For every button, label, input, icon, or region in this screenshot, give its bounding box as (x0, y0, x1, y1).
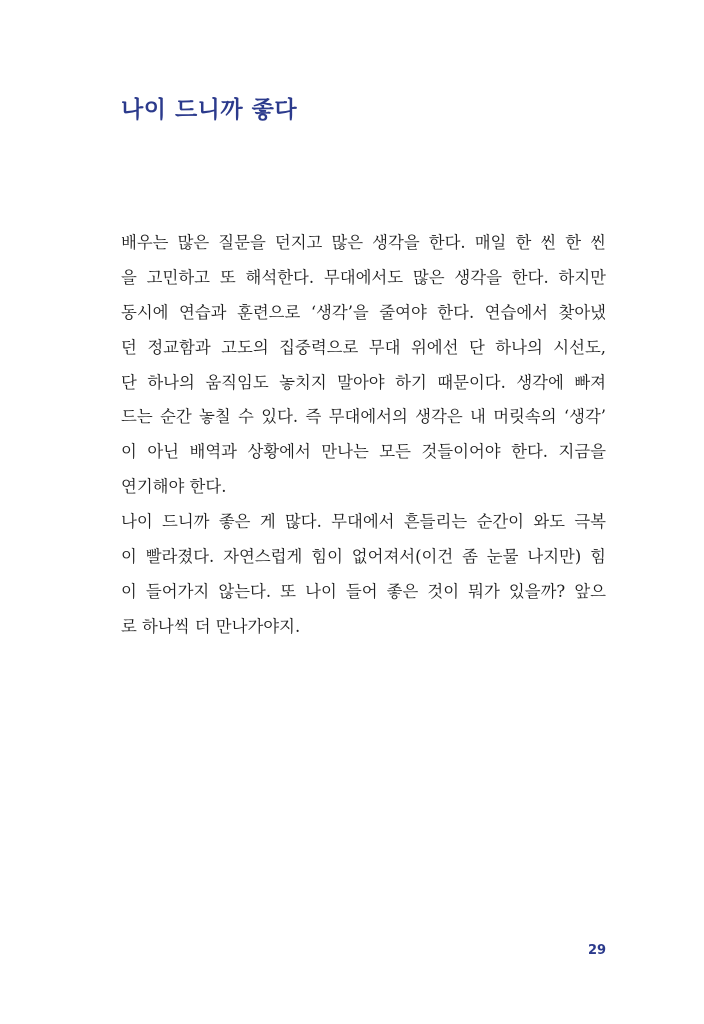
text-line: 던 정교함과 고도의 집중력으로 무대 위에선 단 하나의 시선도, (121, 337, 606, 357)
text-line: 이 빨라졌다. 자연스럽게 힘이 없어져서(이건 좀 눈물 나지만) 힘 (121, 547, 606, 567)
text-line: 단 하나의 움직임도 놓치지 말아야 하기 때문이다. 생각에 빠져 (121, 372, 606, 392)
text-line: 나이 드니까 좋은 게 많다. 무대에서 흔들리는 순간이 와도 극복 (121, 512, 606, 532)
page-number: 29 (588, 943, 607, 958)
text-line: 배우는 많은 질문을 던지고 많은 생각을 한다. 매일 한 씬 한 씬 (121, 233, 606, 252)
page-title: 나이 드니까 좋다 (121, 97, 298, 123)
text-line: 동시에 연습과 훈련으로 ‘생각’을 줄여야 한다. 연습에서 찾아냈 (121, 302, 606, 322)
text-line: 이 아닌 배역과 상황에서 만나는 모든 것들이어야 한다. 지금을 (121, 442, 606, 462)
body-text (121, 226, 606, 645)
text-line: 을 고민하고 또 해석한다. 무대에서도 많은 생각을 한다. 하지만 (121, 267, 606, 287)
text-line: 연기해야 한다. (121, 477, 227, 497)
text-line: 드는 순간 놓칠 수 있다. 즉 무대에서의 생각은 내 머릿속의 ‘생각’ (121, 407, 606, 427)
text-line: 로 하나씩 더 만나가야지. (121, 616, 301, 636)
text-line: 이 들어가지 않는다. 또 나이 들어 좋은 것이 뭐가 있을까? 앞으 (121, 581, 606, 601)
